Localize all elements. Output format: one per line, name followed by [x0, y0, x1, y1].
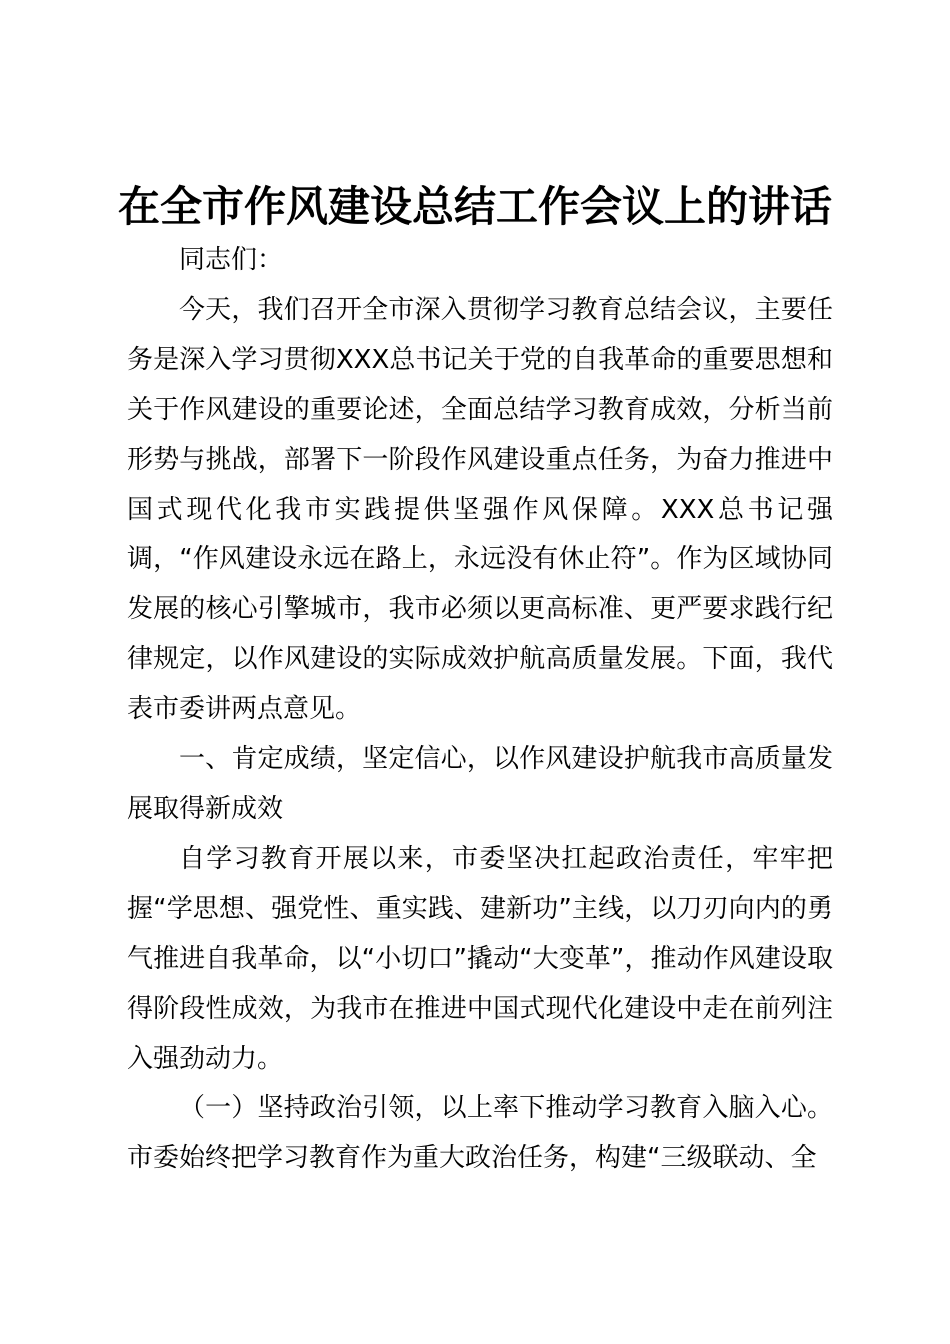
section-heading-1: 一、肯定成绩，坚定信心，以作风建设护航我市高质量发展取得新成效 [127, 744, 833, 824]
document-title: 在全市作风建设总结工作会议上的讲话 [117, 182, 832, 231]
salutation: 同志们： [179, 245, 284, 275]
paragraph-intro: 今天，我们召开全市深入贯彻学习教育总结会议，主要任务是深入学习贯彻XXX总书记关于党的自我革命的重要思想和关于作风建设的重要论述，全面总结学习教育成效，分析当前形势与挑战，部署下一阶段作风建设重点任务，为奋力推进中国式现代化我市实践提供坚强作风保障。XXX总书记强调，“作风建设永远在路上，永远没有休止符”。作为区域协同发展的核心引擎城市，我市必须以更高标准、更严要求践行纪律规定，以作风建设的实际成效护航高质量发展。下面，我代表市委讲两点意见。 [127, 294, 833, 725]
paragraph-subsection-1: （一）坚持政治引领，以上率下推动学习教育入脑入心。市委始终把学习教育作为重大政治任务，构建“三级联动、全 [127, 1093, 833, 1174]
paragraph-section-1: 自学习教育开展以来，市委坚决扛起政治责任，牢牢把握“学思想、强党性、重实践、建新功”主线，以刀刃向内的勇气推进自我革命，以“小切口”撬动“大变革”，推动作风建设取得阶段性成效，为我市在推进中国式现代化建设中走在前列注入强劲动力。 [127, 843, 833, 1074]
document-body [127, 236, 833, 1184]
